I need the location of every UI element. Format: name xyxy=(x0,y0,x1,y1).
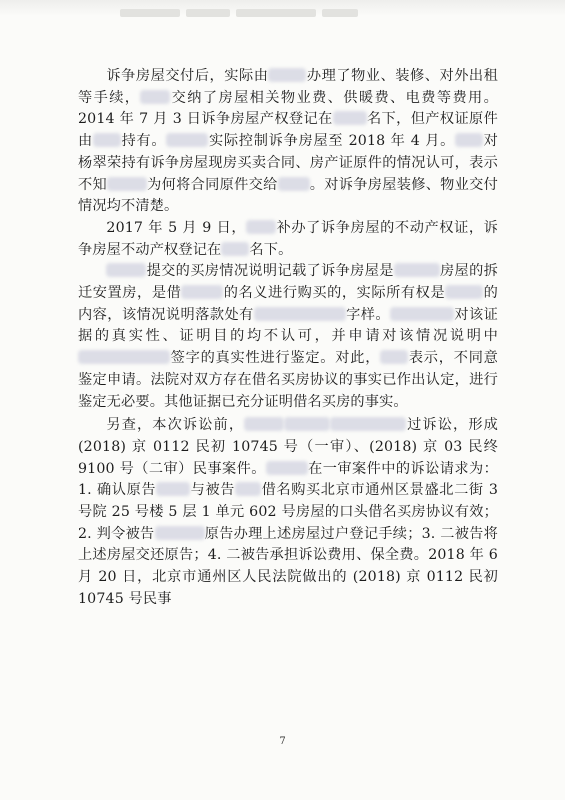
paragraph-text: 2017 年 5 月 9 日， xyxy=(106,219,247,236)
paragraph-text: 对该证据的真实性、证明目的均不认可，并申请对该情况说明中 xyxy=(78,306,498,345)
redacted-name xyxy=(380,350,408,364)
paragraph-text: 。对诉争房屋装修、物业交付情况均不清楚。 xyxy=(78,176,498,215)
paragraph-text: 补办了诉争房屋的不动产权证，诉争房屋不动产权登记在 xyxy=(78,219,498,258)
redacted-name xyxy=(155,526,205,540)
paragraph-text: 为何将合同原件交给 xyxy=(147,176,278,193)
paragraph-text: 持有。 xyxy=(120,133,167,150)
redacted-name xyxy=(78,350,170,364)
scan-bleed-marks xyxy=(120,2,420,12)
redacted-name xyxy=(266,461,308,475)
paragraph-text: 的内容，该情况说明落款处有 xyxy=(78,285,498,323)
redacted-name xyxy=(246,220,276,234)
redacted-name xyxy=(284,417,330,431)
paragraph-text: 与被告 xyxy=(190,482,236,499)
paragraph-4 xyxy=(78,415,498,610)
paragraph-text: 表示，不同意鉴定申请。法院对双方存在借名买房协议的事实已作出认定，进行鉴定无必要。其他证据已充分证明借名买房的事实。 xyxy=(78,350,498,410)
redacted-name xyxy=(93,133,121,147)
redacted-name xyxy=(156,482,190,496)
paragraph-text: 原告办理上述房屋过户登记手续；3. 二被告将上述房屋交还原告；4. 二被告承担诉讼费用、保全费。2018 年 6 月 20 日，北京市通州区人民法院做出的 (2018) 京 0112 民初 10745 号民事 xyxy=(78,525,498,607)
paragraph-text: 实际控制诉争房屋至 2018 年 4 月。 xyxy=(208,133,456,150)
redacted-name xyxy=(455,133,483,147)
redacted-name xyxy=(278,177,310,191)
paragraph-text: 诉争房屋交付后，实际由 xyxy=(106,68,269,84)
paragraph-text: 交纳了房屋相关物业费、供暖费、电费等费用。2014 年 7 月 3 日诉争房屋产权登记在 xyxy=(78,89,498,128)
paragraph-text: 的名义进行购买的，实际所有权是 xyxy=(223,285,446,302)
paragraph-text: 另查，本次诉讼前， xyxy=(106,417,245,434)
redacted-name xyxy=(254,307,346,321)
redacted-name xyxy=(181,285,223,299)
document-body xyxy=(78,66,498,611)
redacted-name xyxy=(394,263,440,277)
paragraph-text: 借名购买北京市通州区景盛北二街 3 号院 25 号楼 5 层 1 单元 602 号房屋的口头借名买房协议有效；2. 判令被告 xyxy=(78,482,498,542)
paragraph-text: 过诉讼，形成 (2018) 京 0112 民初 10745 号（一审）、(2018) 京 03 民终 9100 号（二审）民事案件。 xyxy=(78,417,498,477)
paragraph-text: 签字的真实性进行鉴定。对此， xyxy=(170,350,381,367)
redacted-name xyxy=(166,133,208,147)
paragraph-text: 名下，但产权证原件由 xyxy=(78,111,498,150)
redacted-name xyxy=(445,285,483,299)
paragraph-text: 在一审案件中的诉讼请求为：1. 确认原告 xyxy=(78,460,498,499)
redacted-name xyxy=(333,111,367,125)
redacted-name xyxy=(221,242,249,256)
paragraph-text: 对杨翠荣持有诉争房屋现房买卖合同、房产证原件的情况认可，表示不知 xyxy=(78,133,498,193)
redacted-name xyxy=(330,417,406,431)
paragraph-1 xyxy=(78,66,498,218)
paragraph-text: 字样。 xyxy=(345,306,391,323)
paragraph-text: 提交的买房情况说明记载了诉争房屋是 xyxy=(146,263,394,280)
redacted-name xyxy=(235,482,261,496)
redacted-name xyxy=(390,307,454,321)
redacted-name xyxy=(106,263,146,277)
paragraph-text: 办理了物业、装修、对外出租等手续， xyxy=(78,68,499,106)
scan-top-edge xyxy=(0,0,565,16)
paragraph-3 xyxy=(78,261,498,413)
redacted-name xyxy=(107,177,147,191)
redacted-name xyxy=(244,417,284,431)
paragraph-text: 房屋的拆迁安置房，是借 xyxy=(78,263,498,302)
redacted-name xyxy=(268,68,306,82)
redacted-name xyxy=(140,90,170,104)
page-number: 7 xyxy=(279,736,286,747)
paragraph-2 xyxy=(78,218,498,261)
paragraph-text: 名下。 xyxy=(249,241,293,258)
